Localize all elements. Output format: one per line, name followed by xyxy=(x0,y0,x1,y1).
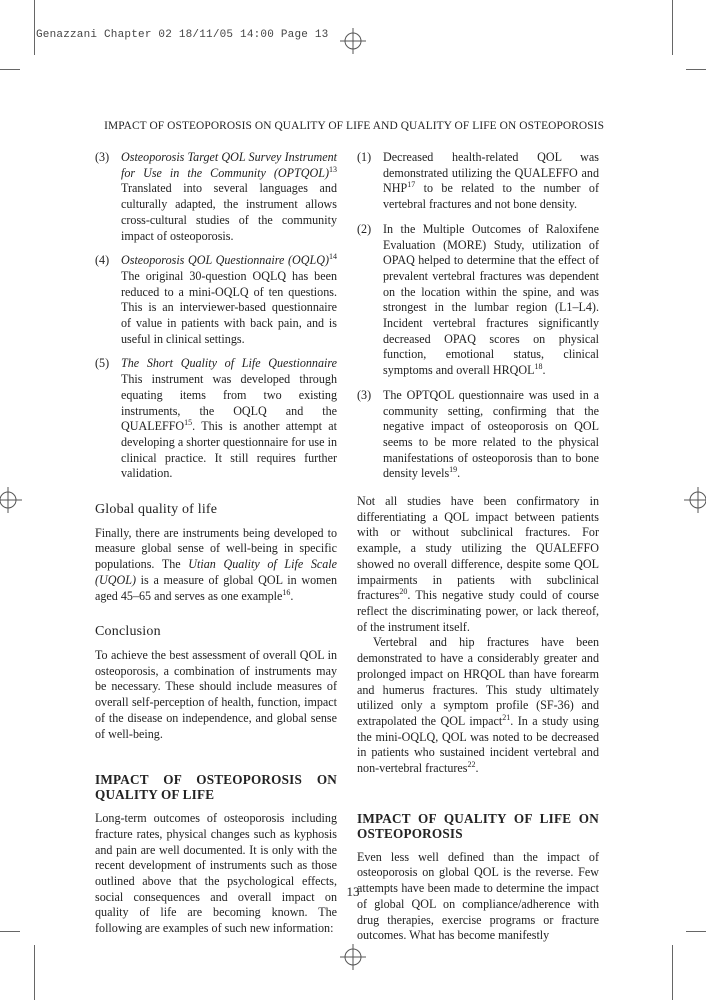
item-number: (4) xyxy=(95,253,110,268)
citation: 18 xyxy=(534,362,543,372)
list-item xyxy=(95,356,343,482)
printer-slug: Genazzani Chapter 02 18/11/05 14:00 Page 13 xyxy=(36,29,329,41)
list-item xyxy=(357,222,599,379)
subheading-global-quality: Global quality of life xyxy=(95,502,218,518)
item-number: (3) xyxy=(95,150,110,164)
instrument-title: The Short Quality of Life Questionnaire xyxy=(121,356,337,371)
crop-mark xyxy=(34,0,35,55)
registration-mark-icon xyxy=(680,487,706,513)
citation: 15 xyxy=(184,418,193,428)
section-heading: IMPACT OF OSTEOPOROSIS ON QUALITY OF LIFE xyxy=(95,772,337,803)
item-text: Osteoporosis Target QOL Survey Instrument for Use in the Community (OPTQOL)$^{13}$ Translated into several languages and culturally adapted, the instrument allows cross-cultural studies of the community impact of osteoporosis. xyxy=(121,150,337,243)
instrument-title: Osteoporosis QOL Questionnaire (OQLQ) xyxy=(121,253,329,268)
left-column xyxy=(95,150,343,937)
item-number: (5) xyxy=(95,356,110,371)
citation: 17 xyxy=(407,180,416,190)
crop-mark xyxy=(0,69,20,70)
crop-mark xyxy=(34,945,35,1000)
paragraph: Vertebral and hip fractures have been demonstrated to have a considerably greater and prolonged impact on HRQOL than have forearm and humerus fractures. This study ultimately utilized only a symptom profile (SF-36) and extrapolated the QOL impact$^{21}$. In a study using the mini-OQLQ, QOL was noted to be decreased in patients who sustained incident vertebral and non-vertebral fractures$^{22}$. xyxy=(357,635,599,776)
registration-mark-icon xyxy=(340,28,366,54)
citation: 14 xyxy=(329,252,337,262)
running-head: IMPACT OF OSTEOPOROSIS ON QUALITY OF LIFE AND QUALITY OF LIFE ON OSTEOPOROSIS xyxy=(104,120,604,132)
right-column xyxy=(357,150,599,944)
section-heading: IMPACT OF QUALITY OF LIFE ON OSTEOPOROSIS xyxy=(357,810,599,841)
paragraph: Even less well defined than the impact of osteoporosis on global QOL is the reverse. Few attempts have been made to determine the impact of global QOL on compliance/adherence with drug therapies, exercise programs or fracture outcomes. What has become manifestly xyxy=(357,849,599,943)
crop-mark xyxy=(686,931,706,932)
item-number: (2) xyxy=(357,221,372,236)
crop-mark xyxy=(686,69,706,70)
paragraph: Finally, there are instruments being developed to measure global sense of well-being in specific populations. The Utian Quality of Life Scale (UQOL) is a measure of global QOL in women aged 45–65 and serves as one example$^{16}$. xyxy=(95,525,338,603)
citation: 13 xyxy=(329,164,337,174)
paragraph: Not all studies have been confirmatory in differentiating a QOL impact between patients with or without subclinical fractures. For example, a study utilizing the QUALEFFO showed no overall difference, despite some QOL impairments in patients with subclinical fractures$^{20}$. This negative study could of course reflect the discriminating power, or lack thereof, of the instrument itself. xyxy=(357,494,599,634)
item-number: (1) xyxy=(357,150,372,164)
item-text: In the Multiple Outcomes of Raloxifene Evaluation (MORE) Study, utilization of OPAQ helped to determine that the effect of prevalent vertebral fractures was dependent on the location within the spine, and was strongest in the lumbar region (L1–L4). Incident vertebral fractures significantly decreased OPAQ scores on physical function, emotional status, clinical symptoms and overall HRQOL$^{18}$. xyxy=(383,221,599,378)
crop-mark xyxy=(672,945,673,1000)
crop-mark xyxy=(672,0,673,55)
registration-mark-icon xyxy=(0,487,26,513)
list-item xyxy=(357,388,599,482)
citation: 22 xyxy=(467,759,476,769)
item-number: (3) xyxy=(357,387,372,402)
citation: 19 xyxy=(449,465,458,475)
citation: 21 xyxy=(502,712,511,722)
list-item xyxy=(95,253,337,347)
paragraph: To achieve the best assessment of overall QOL in osteoporosis, a combination of instruments may be necessary. These should include measures of overall self-perception of health, function, impact of the disease on independence, and global sense of well-being. xyxy=(95,647,337,741)
item-text: Decreased health-related QOL was demonstrated utilizing the QUALEFFO and NHP$^{17}$ to be related to the number of vertebral fractures and not bone density. xyxy=(383,150,599,212)
item-text: The Short Quality of Life Questionnaire This instrument was developed through equating items from two existing instruments, the OQLQ and the QUALEFFO$^{15}$. This is another attempt at developing a shorter questionnaire for use in clinical practice. It still requires further validation. xyxy=(121,356,343,481)
item-text: Osteoporosis QOL Questionnaire (OQLQ)$^{14}$ The original 30-question OQLQ has been reduced to a mini-OQLQ of ten questions. This is an interviewer-based questionnaire of value in patients with back pain, and is useful in clinical settings. xyxy=(121,252,337,346)
subheading-conclusion: Conclusion xyxy=(95,624,161,640)
paragraph: Long-term outcomes of osteoporosis including fracture rates, physical changes such as kyphosis and pain are well documented. It is only with the recent development of instruments such as those outlined above that the psychological effects, social consequences and overall impact on quality of life are becoming known. The following are examples of such new information: xyxy=(95,811,337,936)
citation: 20 xyxy=(399,587,408,597)
list-item xyxy=(95,150,337,244)
list-item xyxy=(357,150,599,213)
instrument-title: Osteoporosis Target QOL Survey Instrument for Use in the Community (OPTQOL) xyxy=(121,150,337,180)
page-number: 13 xyxy=(346,884,360,899)
item-text: The OPTQOL questionnaire was used in a community setting, confirming that the negative impact of osteoporosis on QOL seems to be more related to the physical manifestations of osteoporosis than to bone density levels$^{19}$. xyxy=(383,387,599,481)
crop-mark xyxy=(0,931,20,932)
citation: 16 xyxy=(282,587,291,597)
registration-mark-icon xyxy=(340,944,366,970)
